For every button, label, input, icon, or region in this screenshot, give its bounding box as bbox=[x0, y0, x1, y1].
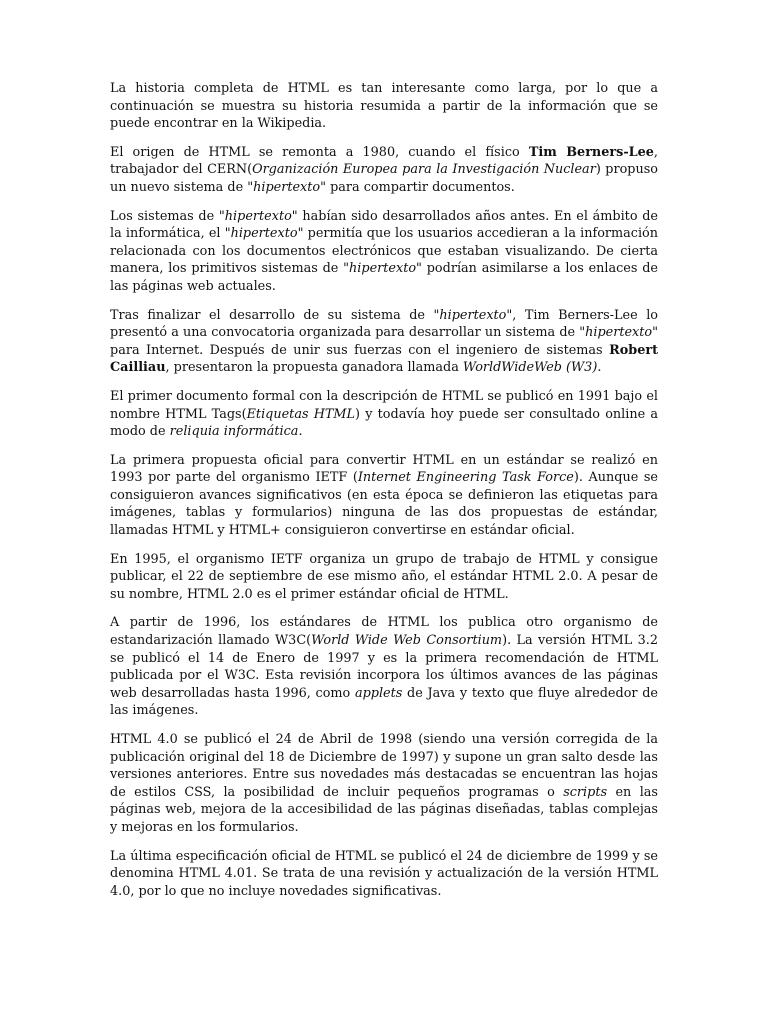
italic-text: "hipertexto" bbox=[343, 261, 422, 277]
text-run: La última especificación oficial de HTML se publicó el 24 de diciembre de 1999 y se denomina HTML 4.01. Se trata de una revisión y actualización de la versión HTML 4.0, por lo que no incluye novedades significativas. bbox=[110, 848, 658, 899]
text-run: , presentaron la propuesta ganadora llamada bbox=[165, 360, 463, 376]
paragraph-w3c-html-3-2 bbox=[110, 614, 658, 720]
text-run: ). La versión HTML 3.2 se publicó el 14 de Enero de 1997 y es la primera recomendación de HTML publicada por el W3C. Esta revisión incorpora los últimos avances de las páginas web desarrolladas hasta 1996, como bbox=[110, 633, 659, 701]
text-run: habían sido desarrollados años antes. En el ámbito de la informática, el bbox=[110, 208, 658, 242]
italic-text: Organización Europea para la Investigación Nuclear bbox=[252, 162, 596, 178]
text-run: podrían asimilarse a los enlaces de las páginas web actuales. bbox=[110, 261, 658, 294]
text-run: La primera propuesta oficial para convertir HTML en un estándar se realizó en 1993 por parte del organismo IETF ( bbox=[110, 452, 658, 486]
paragraph-ietf-proposal bbox=[110, 452, 658, 540]
text-run: La historia completa de HTML es tan interesante como larga, por lo que a continuación se muestra su historia resumida a partir de la información que se puede encontrar en la Wikipedia. bbox=[110, 81, 658, 132]
text-run: En 1995, el organismo IETF organiza un grupo de trabajo de HTML y consigue publicar, el 22 de septiembre de ese mismo año, el estándar HTML 2.0. A pesar de su nombre, HTML 2.0 es el primer estándar oficial de HTML. bbox=[110, 551, 658, 602]
bold-text: Tim Berners-Lee bbox=[528, 144, 654, 160]
text-run: para Internet. Después de unir sus fuerzas con el ingeniero de sistemas bbox=[110, 342, 610, 358]
text-run: , Tim Berners-Lee lo presentó a una convocatoria organizada para desarrollar un sistema de bbox=[110, 307, 658, 341]
text-run: permitía que los usuarios accedieran a la información relacionada con los documentos electrónicos que estaban visualizando. De cierta manera, los primitivos sistemas de bbox=[110, 226, 658, 277]
text-run: , trabajador del CERN( bbox=[110, 144, 658, 178]
italic-text: applets bbox=[354, 685, 403, 701]
text-run: ). Aunque se consiguieron avances significativos (en esta época se definieron las etiquetas para imágenes, tablas y formularios) ninguna de las dos propuestas de estándar, llamadas HTML y HTML+ consiguieron convertirse en estándar oficial. bbox=[110, 470, 658, 539]
text-run: en las páginas web, mejora de la accesibilidad de las páginas diseñadas, tablas complejas y mejoras en los formularios. bbox=[110, 784, 658, 835]
text-run: Los sistemas de bbox=[110, 208, 219, 224]
bold-text: Robert Cailliau bbox=[110, 342, 658, 376]
italic-text: World Wide Web Consortium bbox=[311, 633, 503, 649]
paragraph-html-2 bbox=[110, 551, 658, 604]
paragraph-html-4-01 bbox=[110, 848, 658, 901]
text-run: El origen de HTML se remonta a 1980, cuando el físico bbox=[110, 144, 529, 160]
italic-text: Internet Engineering Task Force bbox=[357, 470, 574, 486]
text-run: para compartir documentos. bbox=[326, 179, 515, 195]
italic-text: reliquia informática bbox=[169, 424, 299, 440]
text-run: ) propuso un nuevo sistema de bbox=[110, 162, 658, 195]
paragraph-worldwideweb bbox=[110, 307, 658, 377]
italic-text: "hipertexto" bbox=[579, 325, 658, 341]
paragraph-hypertext-systems bbox=[110, 208, 658, 296]
paragraph-origin bbox=[110, 144, 658, 197]
paragraph-html-4-0 bbox=[110, 731, 658, 837]
paragraph-intro bbox=[110, 80, 658, 133]
italic-text: Etiquetas HTML bbox=[246, 406, 356, 422]
text-run: ) y todavía hoy puede ser consultado online a modo de bbox=[110, 406, 658, 440]
text-run: de Java y texto que fluye alrededor de las imágenes. bbox=[110, 685, 658, 719]
italic-text: "hipertexto" bbox=[224, 226, 304, 242]
text-run: . bbox=[298, 424, 303, 440]
paragraph-html-tags bbox=[110, 388, 658, 441]
italic-text: "hipertexto" bbox=[218, 208, 298, 224]
document-page bbox=[110, 80, 658, 911]
italic-text: "hipertexto" bbox=[247, 179, 326, 195]
text-run: . bbox=[597, 360, 602, 376]
italic-text: WorldWideWeb (W3) bbox=[462, 360, 598, 376]
text-run: El primer documento formal con la descripción de HTML se publicó en 1991 bajo el nombre HTML Tags( bbox=[110, 388, 658, 422]
text-run: Tras finalizar el desarrollo de su sistema de bbox=[110, 307, 434, 323]
italic-text: scripts bbox=[563, 784, 608, 800]
text-run: HTML 4.0 se publicó el 24 de Abril de 1998 (siendo una versión corregida de la publicación original del 18 de Diciembre de 1997) y supone un gran salto desde las versiones anteriores. Entre sus novedades más destacadas se encuentran las hojas de estilos CSS, la posibilidad de incluir pequeños programas o bbox=[110, 732, 658, 800]
text-run: A partir de 1996, los estándares de HTML los publica otro organismo de estandarización llamado W3C( bbox=[110, 615, 658, 649]
italic-text: "hipertexto" bbox=[433, 307, 513, 323]
